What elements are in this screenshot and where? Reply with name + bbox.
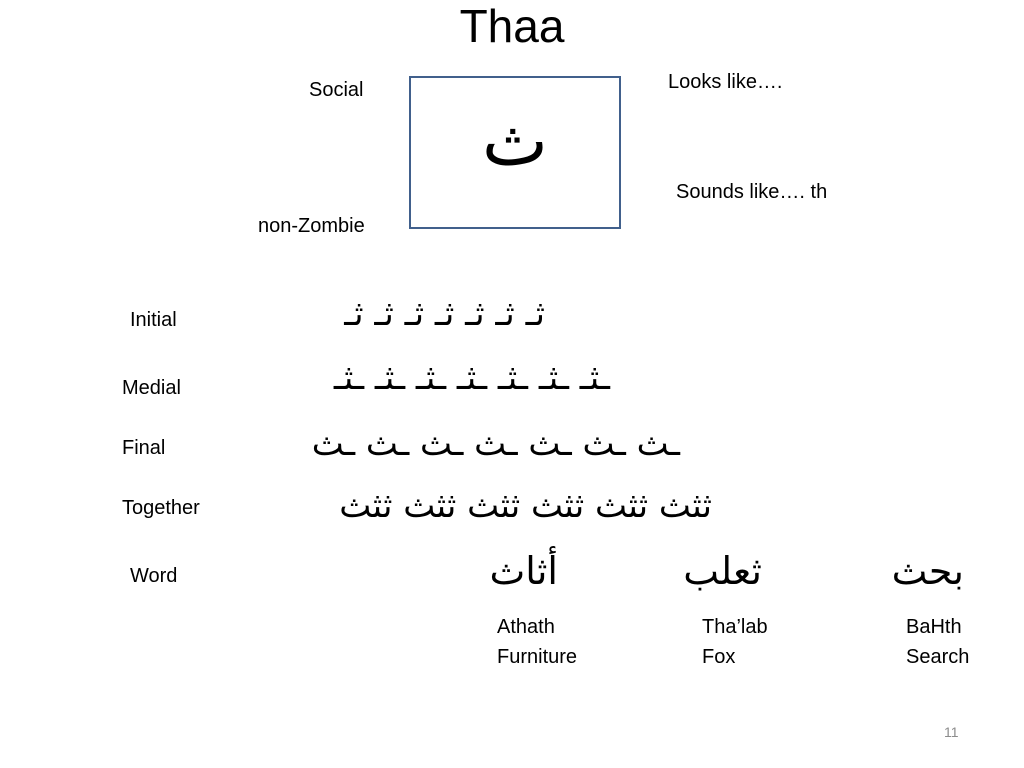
word-translit-3: BaHth: [906, 616, 962, 638]
form-label-together: Together: [122, 497, 200, 519]
label-non-zombie: non-Zombie: [258, 215, 365, 237]
form-label-final: Final: [122, 437, 166, 459]
word-meaning-2: Fox: [702, 646, 736, 668]
form-row-together: ثثث ثثث ثثث ثثث ثثث ثثث: [339, 486, 712, 526]
letter-glyph: ث: [482, 100, 548, 182]
form-row-final: ـث ـث ـث ـث ـث ـث ـث: [311, 424, 680, 464]
slide-title: Thaa: [459, 0, 565, 52]
form-label-medial: Medial: [122, 377, 181, 399]
label-social: Social: [309, 79, 364, 101]
label-sounds-like: Sounds like…. th: [676, 181, 828, 203]
word-translit-1: Athath: [497, 616, 555, 638]
page-number: 11: [944, 724, 959, 740]
word-arabic-3: بحث: [891, 549, 964, 593]
word-label: Word: [130, 565, 178, 587]
word-translit-2: Tha’lab: [702, 616, 768, 638]
letter-box: [409, 76, 621, 229]
word-meaning-1: Furniture: [497, 646, 578, 668]
label-looks-like: Looks like….: [668, 71, 783, 93]
form-row-medial: ـثـ ـثـ ـثـ ـثـ ـثـ ـثـ ـثـ: [333, 358, 610, 398]
word-meaning-3: Search: [906, 646, 970, 668]
form-label-initial: Initial: [130, 309, 177, 331]
word-arabic-2: ثعلب: [683, 549, 762, 593]
form-row-initial: ثـ ثـ ثـ ثـ ثـ ثـ ثـ: [344, 294, 545, 334]
word-arabic-1: أثاث: [489, 549, 558, 593]
